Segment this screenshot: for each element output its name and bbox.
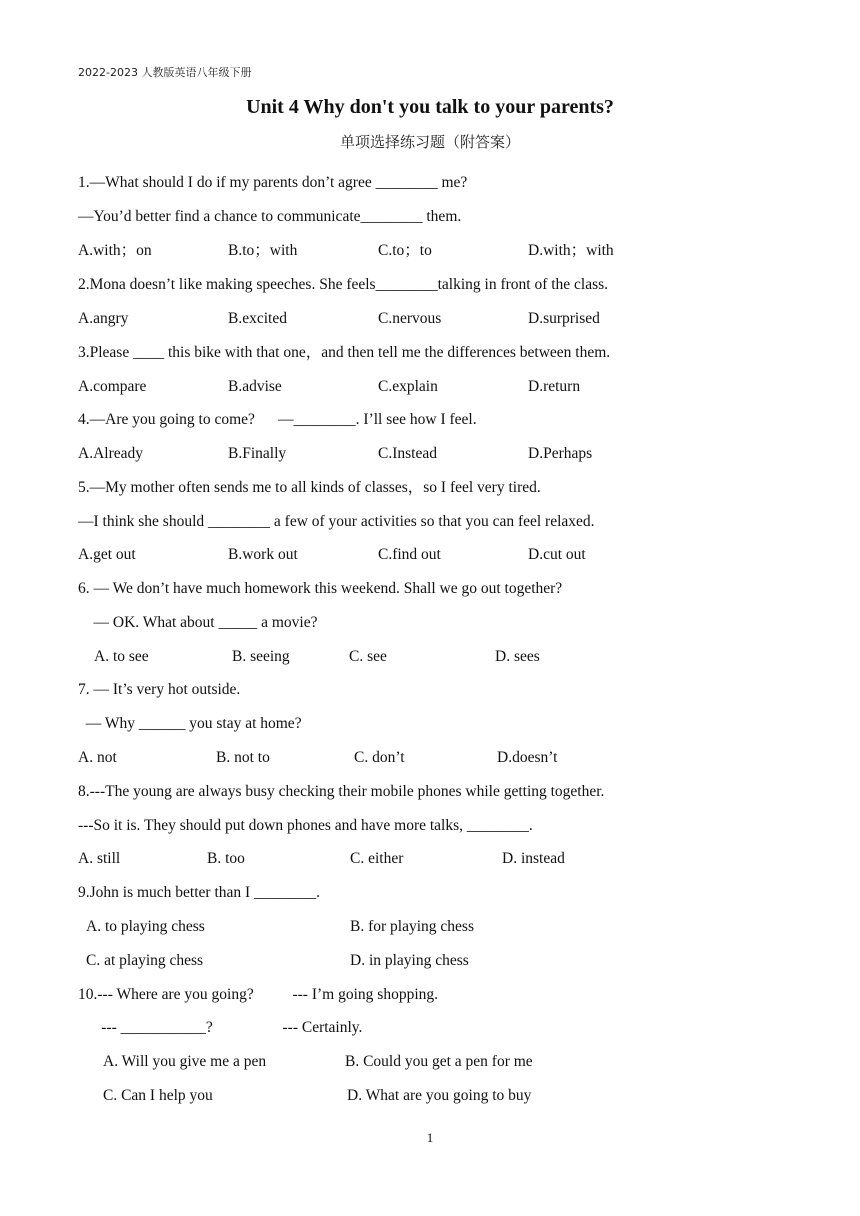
question-1-option-a: A.with；on — [78, 242, 152, 259]
question-6-option-a: A. to see — [94, 648, 149, 665]
question-10-line-2: --- ___________? --- Certainly. — [78, 1019, 363, 1036]
question-3-line-1: 3.Please ____ this bike with that one，and then tell me the differences between them. — [78, 344, 611, 361]
question-10-option-c: C. Can I help you — [103, 1087, 213, 1104]
question-4-line-1: 4.—Are you going to come? —________. I’ll see how I feel. — [78, 411, 477, 428]
question-1-option-d: D.with；with — [528, 242, 614, 259]
question-9-option-b: B. for playing chess — [350, 918, 474, 935]
document-header: 2022-2023 人教版英语八年级下册 — [78, 66, 252, 79]
question-4-option-b: B.Finally — [228, 445, 287, 462]
question-10-option-d: D. What are you going to buy — [347, 1087, 532, 1104]
question-6-line-1: 6. — We don’t have much homework this weekend. Shall we go out together? — [78, 580, 563, 597]
question-8-option-a: A. still — [78, 850, 121, 867]
question-9-option-c: C. at playing chess — [86, 952, 204, 969]
question-7-option-d: D.doesn’t — [497, 749, 558, 766]
question-1-option-c: C.to；to — [378, 242, 432, 259]
question-6-option-c: C. see — [349, 648, 387, 665]
question-5-option-c: C.find out — [378, 546, 441, 563]
question-8-option-b: B. too — [207, 850, 245, 867]
question-1-option-b: B.to；with — [228, 242, 298, 259]
question-3-option-c: C.explain — [378, 378, 438, 395]
question-6-line-2: — OK. What about _____ a movie? — [78, 614, 318, 631]
question-5-option-d: D.cut out — [528, 546, 586, 563]
question-5-line-1: 5.—My mother often sends me to all kinds of classes，so I feel very tired. — [78, 479, 541, 496]
question-10-line-1: 10.--- Where are you going? --- I’m going shopping. — [78, 986, 438, 1003]
question-4-option-d: D.Perhaps — [528, 445, 593, 462]
question-1-line-2: —You’d better find a chance to communicate________ them. — [78, 208, 462, 225]
question-4-option-c: C.Instead — [378, 445, 437, 462]
question-4-option-a: A.Already — [78, 445, 143, 462]
question-3-option-b: B.advise — [228, 378, 282, 395]
question-10-option-a: A. Will you give me a pen — [103, 1053, 267, 1070]
question-8-line-2: ---So it is. They should put down phones and have more talks, ________. — [78, 817, 533, 834]
question-2-option-a: A.angry — [78, 310, 129, 327]
question-9-line-1: 9.John is much better than I ________. — [78, 884, 320, 901]
question-9-option-a: A. to playing chess — [86, 918, 205, 935]
question-6-option-b: B. seeing — [232, 648, 290, 665]
question-3-option-a: A.compare — [78, 378, 147, 395]
question-10-option-b: B. Could you get a pen for me — [345, 1053, 533, 1070]
document-title: Unit 4 Why don't you talk to your parents? — [246, 96, 614, 118]
question-2-line-1: 2.Mona doesn’t like making speeches. She feels________talking in front of the class. — [78, 276, 609, 293]
question-7-option-a: A. not — [78, 749, 117, 766]
question-2-option-d: D.surprised — [528, 310, 600, 327]
question-5-option-b: B.work out — [228, 546, 298, 563]
document-subtitle: 单项选择练习题（附答案） — [339, 133, 520, 151]
question-2-option-c: C.nervous — [378, 310, 442, 327]
question-5-line-2: —I think she should ________ a few of your activities so that you can feel relaxed. — [78, 513, 595, 530]
question-8-option-c: C. either — [350, 850, 404, 867]
question-8-line-1: 8.---The young are always busy checking their mobile phones while getting together. — [78, 783, 605, 800]
question-8-option-d: D. instead — [502, 850, 565, 867]
question-5-option-a: A.get out — [78, 546, 136, 563]
question-7-option-c: C. don’t — [354, 749, 405, 766]
question-1-line-1: 1.—What should I do if my parents don’t agree ________ me? — [78, 174, 468, 191]
question-7-line-2: — Why ______ you stay at home? — [78, 715, 302, 732]
question-6-option-d: D. sees — [495, 648, 540, 665]
question-7-line-1: 7. — It’s very hot outside. — [78, 681, 241, 698]
page-number: 1 — [426, 1130, 434, 1145]
question-3-option-d: D.return — [528, 378, 581, 395]
question-9-option-d: D. in playing chess — [350, 952, 469, 969]
question-7-option-b: B. not to — [216, 749, 270, 766]
question-2-option-b: B.excited — [228, 310, 287, 327]
